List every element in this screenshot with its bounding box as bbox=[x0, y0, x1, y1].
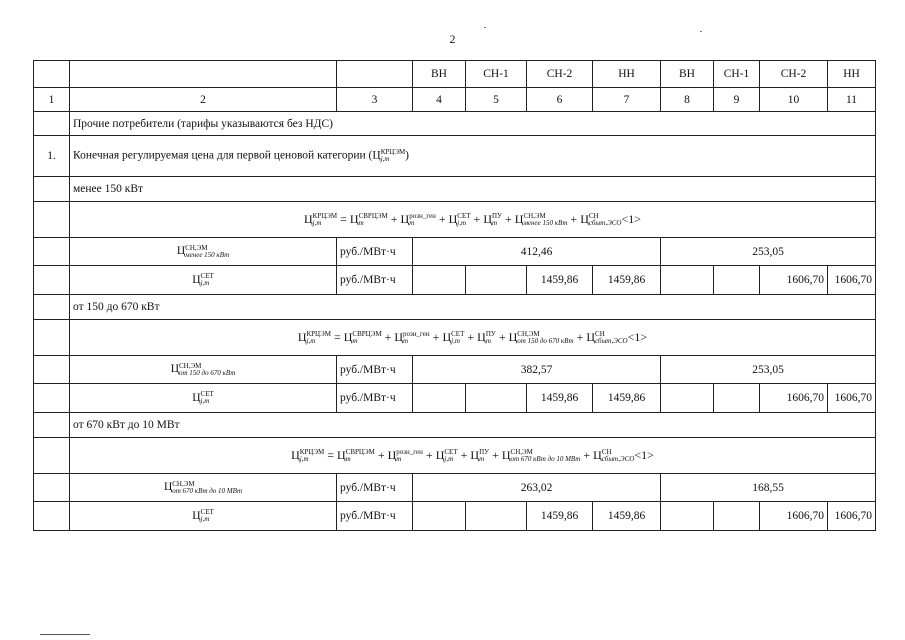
formula-symbol: Ц bbox=[343, 329, 353, 344]
formula-symbol: Ц bbox=[192, 273, 201, 286]
formula-symbol: Ц bbox=[337, 447, 346, 462]
formula-sup: СН,ЭМ bbox=[510, 448, 533, 457]
formula-sup: СН bbox=[601, 448, 612, 457]
formula-sup: СН,ЭМ bbox=[523, 212, 546, 221]
formula-sup: СН,ЭМ bbox=[172, 479, 195, 488]
formula-sup: КРЦЭМ bbox=[306, 330, 331, 339]
item-symbol: Ц bbox=[372, 149, 381, 162]
formula-cell: Ц КРЦЭМ j,m = Ц СВРЦЭМ m + Ц розн_ген m + Ц СЕТ j,m + Ц ПУ m + Ц СН,ЭМ от 670 кВт до 10 МВт + Ц СН сбыт,ЭСО <1> bbox=[70, 438, 876, 474]
formula-sub: j,m bbox=[312, 219, 322, 228]
column-number: 6 bbox=[527, 88, 593, 112]
column-number: 2 bbox=[70, 88, 337, 112]
formula-symbol: Ц bbox=[170, 363, 179, 376]
tariff-table bbox=[33, 60, 876, 531]
formula-sup: СН,ЭМ bbox=[517, 330, 540, 339]
formula-sup: СН,ЭМ bbox=[185, 243, 208, 252]
section-title-row bbox=[34, 112, 876, 136]
item-text: Конечная регулируемая цена для первой ценовой категории (Ц КРЦЭМ j,m ) bbox=[70, 136, 876, 177]
set-row bbox=[34, 502, 876, 531]
formula-sub: от 670 кВт до 10 МВт bbox=[172, 486, 243, 495]
formula-sub: j,m bbox=[457, 219, 467, 228]
column-number: 10 bbox=[760, 88, 828, 112]
section-title: Прочие потребители (тарифы указываются без НДС) bbox=[70, 112, 876, 136]
sn-em-value: 382,57 bbox=[413, 356, 661, 384]
set-row bbox=[34, 266, 876, 295]
group-title: от 670 кВт до 10 МВт bbox=[70, 413, 876, 438]
formula-sub: m bbox=[403, 337, 409, 346]
header-cell: НН bbox=[593, 61, 661, 88]
formula-symbol: Ц bbox=[514, 211, 524, 226]
set-value: 1606,70 bbox=[760, 266, 828, 295]
column-number: 7 bbox=[593, 88, 661, 112]
formula-cell: Ц КРЦЭМ j,m = Ц СВРЦЭМ m + Ц розн_ген m + Ц СЕТ j,m + Ц ПУ m + Ц СН,ЭМ менее 150 кВт + Ц СН сбыт,ЭСО <1> bbox=[70, 202, 876, 238]
set-value: 1606,70 bbox=[760, 384, 828, 413]
set-value: 1459,86 bbox=[593, 384, 661, 413]
formula-sup: розн_ген bbox=[396, 448, 423, 457]
formula-footnote: <1> bbox=[621, 211, 641, 226]
column-number: 5 bbox=[466, 88, 527, 112]
formula-symbol: Ц bbox=[297, 329, 307, 344]
sn-em-value: 263,02 bbox=[413, 474, 661, 502]
formula-symbol: Ц bbox=[291, 447, 300, 462]
formula-sup: СЕТ bbox=[200, 508, 214, 516]
sn-em-value: 168,55 bbox=[661, 474, 876, 502]
formula-sup: КРЦЭМ bbox=[312, 212, 338, 221]
column-number: 4 bbox=[413, 88, 466, 112]
formula-sup: СН bbox=[588, 212, 599, 221]
formula-sub: m bbox=[345, 455, 351, 464]
header-cell: СН-2 bbox=[760, 61, 828, 88]
scan-speck bbox=[700, 31, 702, 32]
formula-symbol: Ц bbox=[387, 447, 397, 462]
group-title: от 150 до 670 кВт bbox=[70, 295, 876, 320]
set-value: 1606,70 bbox=[760, 502, 828, 531]
sn-em-label bbox=[70, 238, 337, 266]
set-row bbox=[34, 384, 876, 413]
formula-sup: СВРЦЭМ bbox=[345, 448, 375, 457]
set-value bbox=[466, 266, 527, 295]
unit-cell: руб./МВт·ч bbox=[337, 238, 413, 266]
set-value bbox=[413, 266, 466, 295]
unit-cell: руб./МВт·ч bbox=[337, 474, 413, 502]
set-value: 1459,86 bbox=[593, 266, 661, 295]
formula-sup: СЕТ bbox=[451, 330, 465, 339]
set-value: 1459,86 bbox=[527, 384, 593, 413]
formula-symbol: Ц bbox=[508, 329, 518, 344]
formula-row bbox=[34, 202, 876, 238]
formula-sup: СН bbox=[595, 330, 605, 339]
group-title: менее 150 кВт bbox=[70, 177, 876, 202]
formula-symbol: Ц bbox=[304, 211, 313, 226]
formula-sub: менее 150 кВт bbox=[523, 219, 568, 228]
header-cell: СН-1 bbox=[714, 61, 760, 88]
formula-symbol: Ц bbox=[470, 447, 480, 462]
header-cell: СН-1 bbox=[466, 61, 527, 88]
formula-sub: сбыт,ЭСО bbox=[601, 455, 635, 464]
column-number: 11 bbox=[828, 88, 876, 112]
formula-symbol: Ц bbox=[435, 447, 445, 462]
formula-sup: КРЦЭМ bbox=[299, 448, 325, 457]
formula-cell: Ц КРЦЭМ j,m = Ц СВРЦЭМ m + Ц розн_ген m + Ц СЕТ j,m + Ц ПУ m + Ц СН,ЭМ от 150 до 670 кВт + Ц СН сбыт,ЭСО <1> bbox=[70, 320, 876, 356]
formula-sub: m bbox=[352, 337, 358, 346]
formula-sup: СВРЦЭМ bbox=[358, 212, 388, 221]
formula-symbol: Ц bbox=[192, 391, 201, 404]
formula-sub: сбыт,ЭСО bbox=[595, 337, 628, 346]
formula-symbol: Ц bbox=[176, 245, 186, 258]
set-value bbox=[714, 266, 760, 295]
formula-sup: СН,ЭМ bbox=[179, 361, 202, 370]
unit-cell: руб./МВт·ч bbox=[337, 384, 413, 413]
formula-sub: сбыт,ЭСО bbox=[588, 219, 622, 228]
formula-sub: j,m bbox=[306, 337, 316, 346]
column-number: 3 bbox=[337, 88, 413, 112]
formula-sup: ПУ bbox=[491, 212, 502, 221]
formula-sub: от 150 до 670 кВт bbox=[179, 368, 236, 377]
formula-sub: от 670 кВт до 10 МВт bbox=[510, 455, 581, 464]
page-number: 2 bbox=[449, 32, 456, 46]
formula-sub: j,m bbox=[200, 397, 210, 405]
formula-sup: СЕТ bbox=[457, 212, 471, 221]
sn-em-value: 253,05 bbox=[661, 356, 876, 384]
formula-sub: j,m bbox=[200, 279, 210, 287]
formula-symbol: Ц bbox=[586, 329, 596, 344]
group-title-row bbox=[34, 413, 876, 438]
set-value bbox=[413, 384, 466, 413]
set-label bbox=[70, 384, 337, 413]
group-title-row bbox=[34, 295, 876, 320]
formula-sup: ПУ bbox=[485, 330, 496, 339]
formula-symbol: Ц bbox=[580, 211, 589, 226]
item-label: Конечная регулируемая цена для первой ценовой категории bbox=[73, 149, 366, 162]
formula-symbol: Ц bbox=[192, 509, 201, 522]
formula-sub: m bbox=[396, 455, 402, 464]
item-row bbox=[34, 136, 876, 177]
set-value bbox=[714, 384, 760, 413]
unit-cell: руб./МВт·ч bbox=[337, 266, 413, 295]
set-value bbox=[466, 384, 527, 413]
header-row bbox=[34, 61, 876, 88]
formula-symbol: Ц bbox=[501, 447, 511, 462]
item-symbol-sub: j,m bbox=[380, 155, 390, 163]
set-value: 1459,86 bbox=[593, 502, 661, 531]
formula-symbol: Ц bbox=[483, 211, 492, 226]
formula-sub: j,m bbox=[444, 455, 454, 464]
item-symbol-sup: КРЦЭМ bbox=[380, 148, 406, 156]
formula-sup: СЕТ bbox=[444, 448, 458, 457]
footnote-separator bbox=[40, 634, 90, 635]
formula-symbol: Ц bbox=[400, 211, 410, 226]
header-cell: СН-2 bbox=[527, 61, 593, 88]
set-value bbox=[714, 502, 760, 531]
set-label bbox=[70, 502, 337, 531]
formula-symbol: Ц bbox=[593, 447, 602, 462]
formula-sub: j,m bbox=[299, 455, 309, 464]
formula-sup: СЕТ bbox=[200, 272, 214, 280]
set-value: 1606,70 bbox=[828, 266, 876, 295]
sn-em-value: 253,05 bbox=[661, 238, 876, 266]
formula-row bbox=[34, 320, 876, 356]
formula-sup: СВРЦЭМ bbox=[352, 330, 382, 339]
set-value: 1459,86 bbox=[527, 266, 593, 295]
formula-symbol: Ц bbox=[448, 211, 458, 226]
set-value: 1606,70 bbox=[828, 502, 876, 531]
formula-footnote: <1> bbox=[627, 329, 648, 344]
formula-sub: менее 150 кВт bbox=[185, 250, 230, 259]
formula-symbol: Ц bbox=[442, 329, 452, 344]
sn-em-row bbox=[34, 356, 876, 384]
formula-sup: ПУ bbox=[479, 448, 490, 457]
formula-symbol: Ц bbox=[349, 211, 359, 226]
set-label bbox=[70, 266, 337, 295]
group-title-row bbox=[34, 177, 876, 202]
formula-sub: m bbox=[485, 337, 491, 346]
scan-speck bbox=[484, 27, 486, 28]
item-number: 1. bbox=[34, 136, 70, 177]
formula-sup: СЕТ bbox=[200, 390, 214, 398]
formula-sub: m bbox=[409, 219, 415, 228]
formula-sup: розн_ген bbox=[403, 330, 430, 339]
formula-symbol: Ц bbox=[477, 329, 486, 344]
set-value bbox=[661, 266, 714, 295]
unit-cell: руб./МВт·ч bbox=[337, 502, 413, 531]
formula-sub: j,m bbox=[200, 515, 210, 523]
formula-sub: m bbox=[479, 455, 485, 464]
formula-symbol: Ц bbox=[394, 329, 404, 344]
header-cell: ВН bbox=[661, 61, 714, 88]
column-number: 8 bbox=[661, 88, 714, 112]
formula-sup: розн_ген bbox=[409, 212, 436, 221]
formula-sub: m bbox=[491, 219, 498, 228]
formula-sub: m bbox=[358, 219, 364, 228]
unit-cell: руб./МВт·ч bbox=[337, 356, 413, 384]
set-value bbox=[661, 384, 714, 413]
column-number-row bbox=[34, 88, 876, 112]
formula-sub: от 150 до 670 кВт bbox=[517, 337, 574, 346]
set-value: 1459,86 bbox=[527, 502, 593, 531]
header-cell: ВН bbox=[413, 61, 466, 88]
sn-em-label bbox=[70, 356, 337, 384]
formula-sub: j,m bbox=[451, 337, 460, 346]
formula-symbol: Ц bbox=[163, 481, 173, 494]
column-number: 1 bbox=[34, 88, 70, 112]
set-value bbox=[466, 502, 527, 531]
formula-row bbox=[34, 438, 876, 474]
set-value: 1606,70 bbox=[828, 384, 876, 413]
set-value bbox=[661, 502, 714, 531]
sn-em-row bbox=[34, 474, 876, 502]
header-cell: НН bbox=[828, 61, 876, 88]
column-number: 9 bbox=[714, 88, 760, 112]
sn-em-label bbox=[70, 474, 337, 502]
sn-em-row bbox=[34, 238, 876, 266]
formula-footnote: <1> bbox=[634, 447, 654, 462]
set-value bbox=[413, 502, 466, 531]
sn-em-value: 412,46 bbox=[413, 238, 661, 266]
